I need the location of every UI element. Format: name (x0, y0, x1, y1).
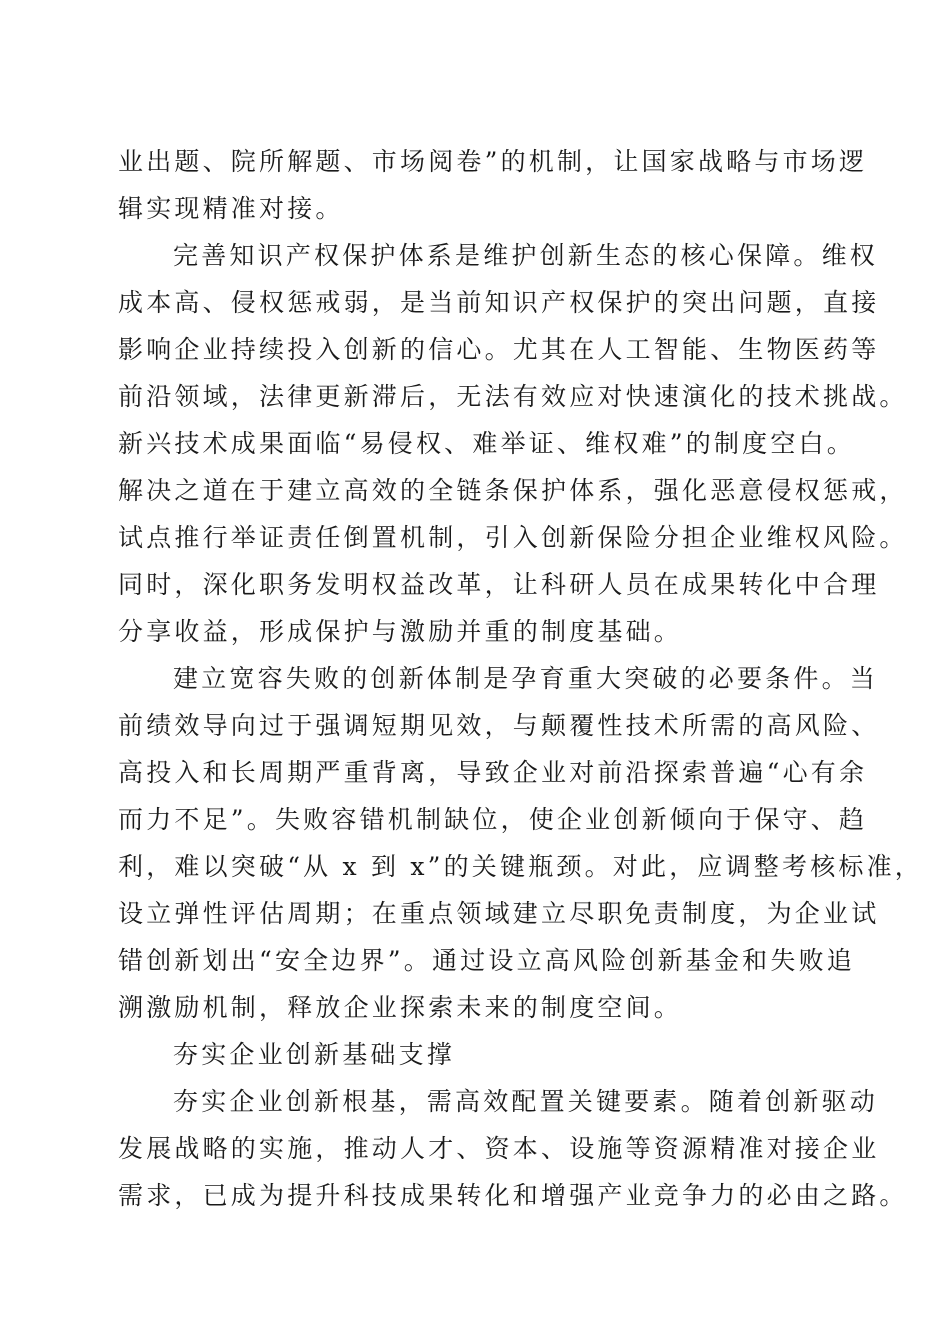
text-line: 需求，已成为提升科技成果转化和增强产业竞争力的必由之路。 (118, 1181, 908, 1210)
text-line: 利，难以突破“从 x 到 x”的关键瓶颈。对此，应调整考核标准， (118, 852, 924, 881)
text-line: 影响企业持续投入创新的信心。尤其在人工智能、生物医药等 (118, 335, 880, 364)
text-line: 前沿领域，法律更新滞后，无法有效应对快速演化的技术挑战。 (118, 382, 908, 411)
text-line: 业出题、院所解题、市场阅卷”的机制，让国家战略与市场逻 (118, 147, 868, 176)
text-line: 溯激励机制，释放企业探索未来的制度空间。 (118, 993, 683, 1022)
text-line: 解决之道在于建立高效的全链条保护体系，强化恶意侵权惩戒， (118, 476, 908, 505)
text-line: 发展战略的实施，推动人才、资本、设施等资源精准对接企业 (118, 1134, 880, 1163)
text-line: 同时，深化职务发明权益改革，让科研人员在成果转化中合理 (118, 570, 880, 599)
text-line: 设立弹性评估周期；在重点领域建立尽职免责制度，为企业试 (118, 899, 880, 928)
paragraph-start-line: 建立宽容失败的创新体制是孕育重大突破的必要条件。当 (173, 664, 879, 693)
text-line: 分享收益，形成保护与激励并重的制度基础。 (118, 617, 683, 646)
document-body (118, 138, 924, 1219)
text-line: 新兴技术成果面临“易侵权、难举证、维权难”的制度空白。 (118, 429, 855, 458)
text-line: 前绩效导向过于强调短期见效，与颠覆性技术所需的高风险、 (118, 711, 880, 740)
paragraph-start-line: 完善知识产权保护体系是维护创新生态的核心保障。维权 (173, 241, 879, 270)
text-line: 试点推行举证责任倒置机制，引入创新保险分担企业维权风险。 (118, 523, 908, 552)
text-line: 成本高、侵权惩戒弱，是当前知识产权保护的突出问题，直接 (118, 288, 880, 317)
text-line: 错创新划出“安全边界”。通过设立高风险创新基金和失败追 (118, 946, 855, 975)
text-line: 高投入和长周期严重背离，导致企业对前沿探索普遍“心有余 (118, 758, 868, 787)
text-line: 而力不足”。失败容错机制缺位，使企业创新倾向于保守、趋 (118, 805, 868, 834)
text-line: 辑实现精准对接。 (118, 194, 344, 223)
paragraph-start-line: 夯实企业创新根基，需高效配置关键要素。随着创新驱动 (173, 1087, 879, 1116)
section-heading: 夯实企业创新基础支撑 (173, 1040, 456, 1069)
